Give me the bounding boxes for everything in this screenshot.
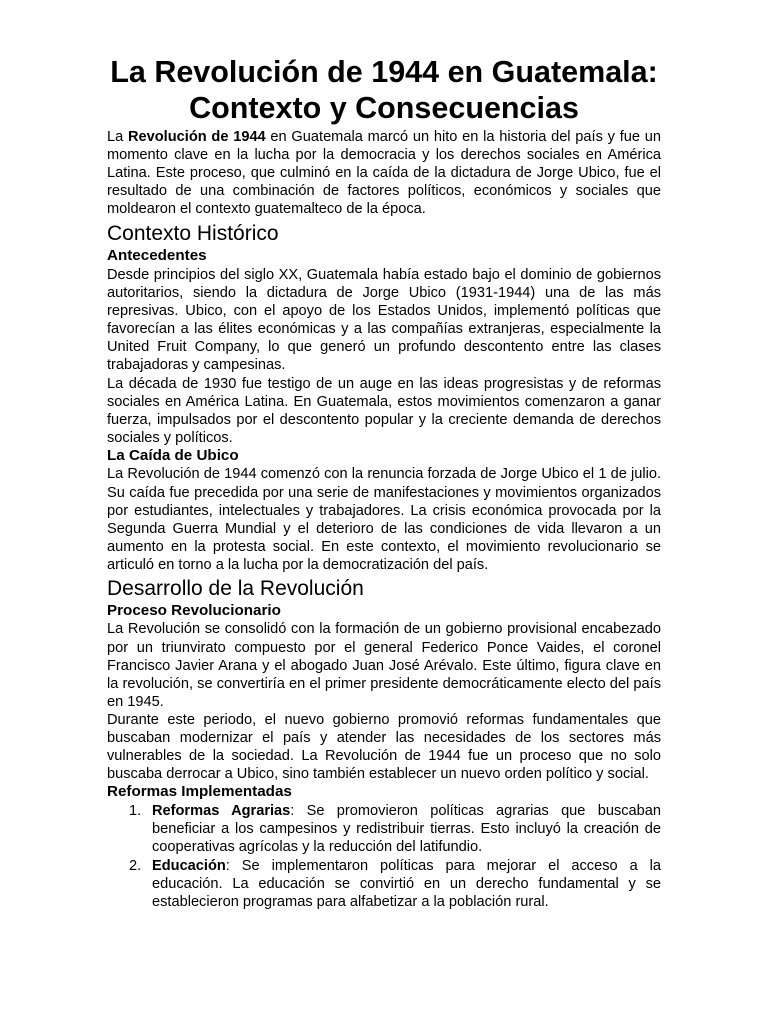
caida-paragraph: La Revolución de 1944 comenzó con la renuncia forzada de Jorge Ubico el 1 de julio. Su caída fue precedida por una serie de manifestaciones y movimientos organizados por estudiantes, intelectuales y trabajadores. La crisis económica provocada por la Segunda Guerra Mundial y el deterioro de las condiciones de vida llevaron a un aumento en la protesta social. En este contexto, el movimiento revolucionario se articuló en torno a la lucha por la democratización del país. [107, 466, 661, 573]
proceso-paragraph-1: La Revolución se consolidó con la formación de un gobierno provisional encabezado por un triunvirato compuesto por el general Federico Ponce Vaides, el coronel Francisco Javier Arana y el abogado Juan José Arévalo. Este último, figura clave en la revolución, se convertiría en el primer presidente democráticamente electo del país en 1945. [107, 621, 661, 710]
intro-paragraph [107, 128, 661, 218]
reformas-list [107, 802, 661, 911]
intro-pre: La [107, 129, 128, 145]
heading-proceso: Proceso Revolucionario [107, 601, 281, 619]
heading-desarrollo: Desarrollo de la Revolución [107, 576, 364, 600]
intro-bold: Revolución de 1944 [128, 129, 266, 145]
antecedentes-paragraph-1: Desde principios del siglo XX, Guatemala había estado bajo el dominio de gobiernos autoritarios, siendo la dictadura de Jorge Ubico (1931-1944) una de las más represivas. Ubico, con el apoyo de los Estados Unidos, implementó políticas que favorecían a las élites económicas y a las compañías extranjeras, especialmente la United Fruit Company, lo que generó un profundo descontento entre las clases trabajadoras y campesinas. [107, 266, 661, 374]
heading-reformas: Reformas Implementadas [107, 783, 292, 801]
intro-post: en Guatemala marcó un hito en la historia del país y fue un momento clave en la lucha por la democracia y los derechos sociales en América Latina. Este proceso, que culminó en la caída de la dictadura de Jorge Ubico, fue el resultado de una combinación de factores políticos, económicos y sociales que moldearon el contexto guatemalteco de la época. [107, 129, 661, 218]
list-item [107, 802, 661, 856]
document-title [107, 54, 661, 126]
heading-caida: La Caída de Ubico [107, 446, 239, 464]
list-item-number: 1. [129, 802, 142, 819]
list-item-bold: Reformas Agrarias [152, 802, 291, 819]
list-item-text: : Se promovieron políticas agrarias que buscaban beneficiar a los campesinos y redistribuir tierras. Esto incluyó la creación de cooperativas agrícolas y la reducción del latifundio. [152, 802, 662, 855]
heading-antecedentes: Antecedentes [107, 247, 207, 265]
title-line-2: Contexto y Consecuencias [189, 91, 579, 125]
antecedentes-paragraph-2: La década de 1930 fue testigo de un auge en las ideas progresistas y de reformas sociales en América Latina. En Guatemala, estos movimientos comenzaron a ganar fuerza, impulsados por el descontento popular y la creciente demanda de derechos sociales y políticos. [107, 375, 661, 446]
list-item-number: 2. [129, 857, 142, 874]
list-item-bold: Educación [152, 857, 226, 874]
list-item-text: : Se implementaron políticas para mejorar el acceso a la educación. La educación se convirtió en un derecho fundamental y se establecieron programas para alfabetizar a la población rural. [152, 857, 661, 910]
proceso-paragraph-2: Durante este periodo, el nuevo gobierno promovió reformas fundamentales que buscaban modernizar el país y atender las necesidades de los sectores más vulnerables de la sociedad. La Revolución de 1944 fue un proceso que no solo buscaba derrocar a Ubico, sino también establecer un nuevo orden político y social. [107, 711, 661, 783]
list-item [107, 857, 661, 911]
document-page [107, 0, 661, 911]
heading-contexto: Contexto Histórico [107, 222, 279, 246]
title-line-1: La Revolución de 1944 en Guatemala: [110, 55, 658, 89]
